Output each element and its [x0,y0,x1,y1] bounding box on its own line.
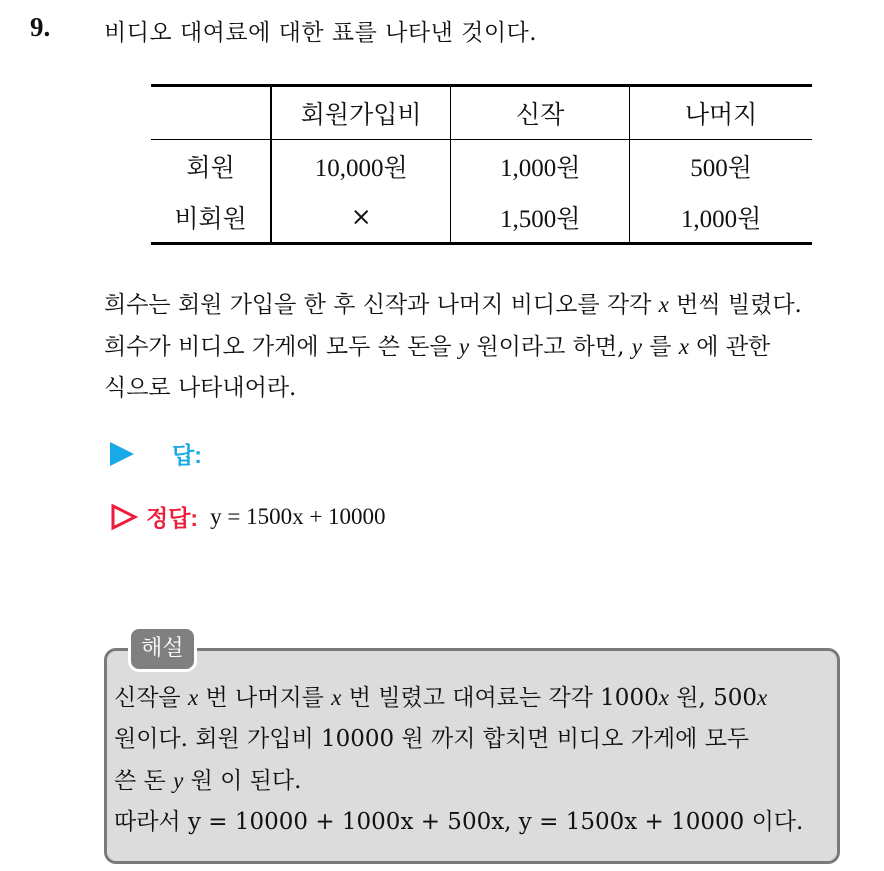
table-cell: 1,000원 [630,192,812,244]
variable-y: y [173,768,184,793]
text-span: 번 나머지를 [198,685,332,711]
table-header-corner [151,86,271,140]
table-header-others: 나머지 [630,86,812,140]
row-label-non-member: 비회원 [151,192,271,244]
text-span: 를 [641,334,679,360]
correct-answer-value: y = 1500x + 10000 [210,503,386,529]
rental-fee-table [151,84,812,245]
answer-row [110,437,202,470]
variable-x: x [658,685,669,710]
variable-x: x [757,685,768,710]
answer-label: 답: [172,442,202,468]
text-span: 원이라고 하면, [469,334,632,360]
row-label-member: 회원 [151,140,271,192]
play-triangle-icon [110,442,134,466]
variable-y: y [631,334,642,359]
text-span: 쓴 돈 [114,768,174,794]
table-cell: 1,500원 [451,192,630,244]
explanation-line [114,677,834,719]
variable-y: y [458,334,470,359]
correct-answer-row [110,500,386,533]
variable-x: x [187,685,199,710]
question-title: 비디오 대여료에 대한 표를 나타낸 것이다. [104,20,538,46]
text-span: 번씩 빌렸다. [668,292,802,318]
table-row [151,140,812,192]
problem-line: 식으로 나타내어라. [104,375,297,401]
problem-line [104,326,874,368]
table-header-membership-fee: 회원가입비 [271,86,451,140]
text-span: 에 관한 [688,334,771,360]
table-cell: × [271,192,451,244]
variable-x: x [658,292,669,317]
table-cell: 10,000원 [271,140,451,192]
text-span: 희수가 비디오 가게에 모두 쓴 돈을 [104,334,459,360]
problem-line [104,284,874,326]
table-cell: 1,000원 [451,140,630,192]
problem-text [104,284,874,409]
text-span: 원, 500 [668,685,757,711]
explanation-line [114,760,834,802]
text-span: 원 이 된다. [183,768,302,794]
text-span: 희수는 회원 가입을 한 후 신작과 나머지 비디오를 각각 [104,292,659,318]
correct-answer-label: 정답: [146,505,199,531]
table-cell: 500원 [690,154,752,182]
text-span: 번 빌렸고 대여료는 각각 1000 [341,685,659,711]
explanation-text [114,677,834,843]
variable-x: x [678,334,689,359]
question-number: 9. [30,12,51,42]
table-row [151,192,812,244]
table-header-new-release: 신작 [451,86,630,140]
explanation-tab: 해설 [128,626,197,672]
explanation-line: 원이다. 회원 가입비 10000 원 까지 합치면 비디오 가게에 모두 [114,726,750,752]
explanation-line: 따라서 y = 10000 + 1000x + 500x, y = 1500x + 10000 이다. [114,809,804,835]
variable-x: x [331,685,342,710]
outline-triangle-icon [110,503,138,531]
text-span: 신작을 [114,685,188,711]
table-header-row [151,86,812,140]
